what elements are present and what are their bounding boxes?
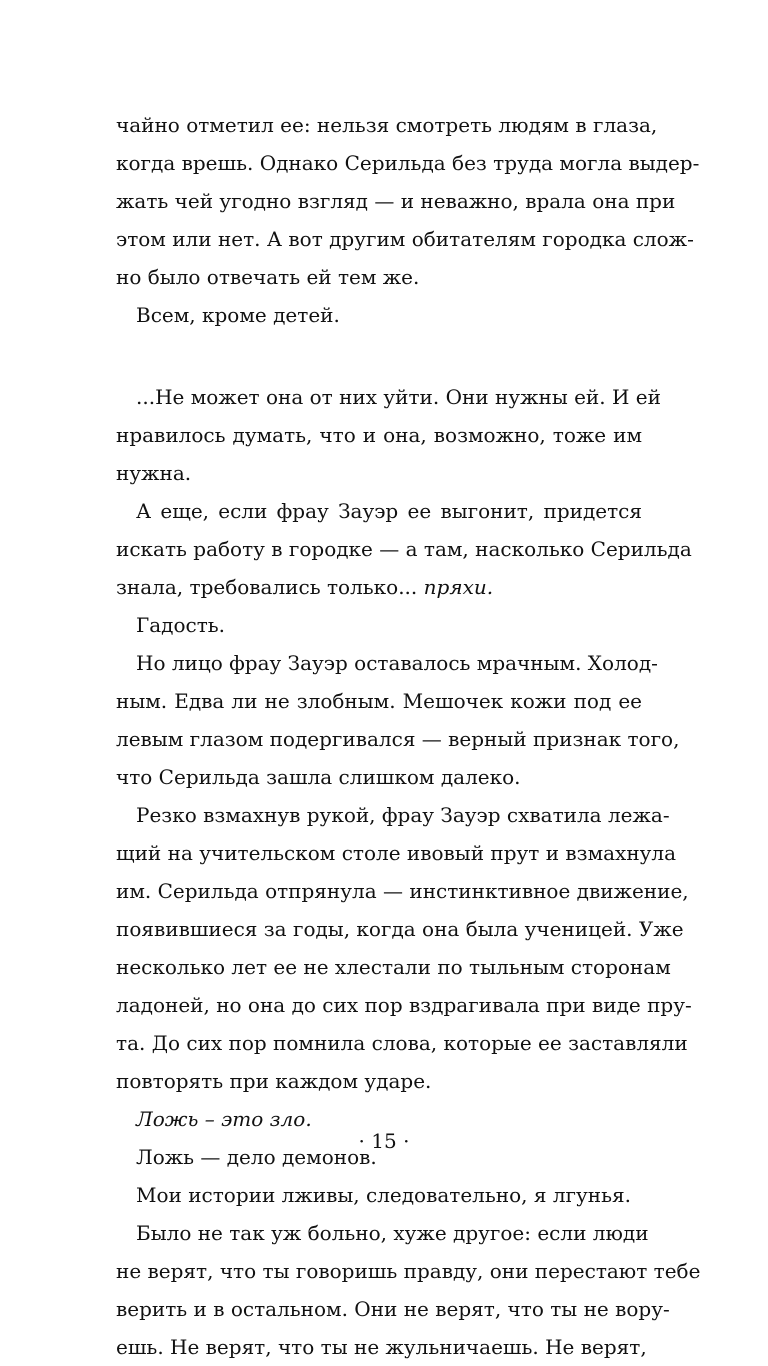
text-line: Гадость. <box>136 613 226 637</box>
text-line: жать чей угодно взгляд — и неважно, врала она при <box>116 189 676 213</box>
text-line: ным. Едва ли не злобным. Мешочек кожи под ее <box>116 689 642 713</box>
text-line: что Серильда зашла слишком далеко. <box>116 765 521 789</box>
text-line: Резко взмахнув рукой, фрау Зауэр схватила лежа- <box>136 803 670 827</box>
text-line: верить и в остальном. Они не верят, что ты не вору- <box>116 1297 670 1321</box>
text-line: появившиеся за годы, когда она была ученицей. Уже <box>116 917 684 941</box>
text-line: та. До сих пор помнила слова, которые ее заставляли <box>116 1031 688 1055</box>
text-line: Но лицо фрау Зауэр оставалось мрачным. Холод- <box>136 651 658 675</box>
text-line: не верят, что ты говоришь правду, они перестают тебе <box>116 1259 701 1283</box>
page-number: · 15 · <box>358 1129 410 1153</box>
text-line: левым глазом подергивался — верный признак того, <box>116 727 680 751</box>
text-line: Всем, кроме детей. <box>136 303 340 327</box>
text-line: чайно отметил ее: нельзя смотреть людям в глаза, <box>116 113 658 137</box>
text-fragment: знала, требовались только... <box>116 575 418 599</box>
italic-line: Ложь – это зло. <box>136 1107 312 1131</box>
text-line: им. Серильда отпрянула — инстинктивное движение, <box>116 879 689 903</box>
text-line: ешь. Не верят, что ты не жульничаешь. Не верят, <box>116 1335 647 1359</box>
text-line: когда врешь. Однако Серильда без труда могла выдер- <box>116 151 700 175</box>
text-line: искать работу в городке — а там, насколько Серильда <box>116 537 692 561</box>
section-break <box>116 334 642 378</box>
text-line: этом или нет. А вот другим обитателям городка слож- <box>116 227 694 251</box>
text-line: ладоней, но она до сих пор вздрагивала при виде пру- <box>116 993 692 1017</box>
italic-word: пряхи. <box>423 575 494 599</box>
book-page-text <box>116 106 701 1366</box>
text-line <box>116 568 642 606</box>
text-line: но было отвечать ей тем же. <box>116 265 420 289</box>
text-line: нравилось думать, что и она, возможно, тоже им <box>116 423 642 447</box>
text-line: Ложь — дело демонов. <box>136 1145 377 1169</box>
text-line: ...Не может она от них уйти. Они нужны ей. И ей <box>136 385 661 409</box>
text-line: нужна. <box>116 461 192 485</box>
text-line: повторять при каждом ударе. <box>116 1069 432 1093</box>
text-line: несколько лет ее не хлестали по тыльным сторонам <box>116 955 671 979</box>
text-line: Было не так уж больно, хуже другое: если люди <box>136 1221 649 1245</box>
text-line: Мои истории лживы, следовательно, я лгунья. <box>136 1183 631 1207</box>
text-line: щий на учительском столе ивовый прут и взмахнула <box>116 841 677 865</box>
text-line: А еще, если фрау Зауэр ее выгонит, придется <box>136 499 642 523</box>
